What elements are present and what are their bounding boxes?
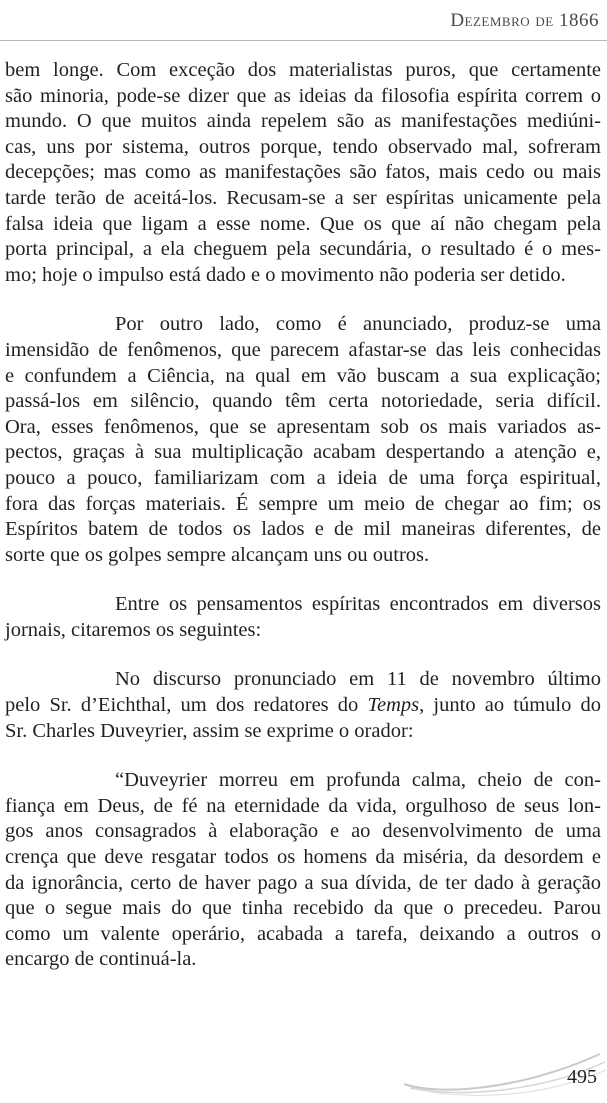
- text-line: “Duveyrier morreu em profunda calma, cheio de con-: [115, 769, 601, 792]
- text-line: pectos, graças à sua multiplicação acabam despertando a atenção e,: [5, 441, 601, 464]
- body-text: [5, 58, 601, 973]
- text-line: [5, 667, 601, 693]
- text-line: como um valente operário, acabada a tarefa, deixando a outros o: [5, 922, 601, 945]
- text-line: são minoria, pode-se dizer que as ideias da filosofia espírita correm o: [5, 84, 601, 107]
- text-line: Por outro lado, como é anunciado, produz-se uma: [115, 313, 601, 336]
- running-head-title: [450, 10, 599, 32]
- newspaper-title: Temps: [367, 694, 420, 717]
- text-line: Espíritos batem de todos os lados e de mil maneiras diferentes, de: [5, 518, 601, 541]
- text-line: falsa ideia que ligam a esse nome. Que os que aí não chegam pela: [5, 212, 601, 235]
- text-line: gos anos consagrados à elaboração e ao desenvolvimento de uma: [5, 820, 601, 843]
- text-line: cas, uns por sistema, outros porque, tendo observado mal, sofreram: [5, 135, 601, 158]
- text-line: mundo. O que muitos ainda repelem são as manifestações mediúni-: [5, 110, 601, 133]
- text-line: imensidão de fenômenos, que parecem afastar-se das leis conhecidas: [5, 338, 601, 361]
- text-line: Entre os pensamentos espíritas encontrados em diversos: [115, 593, 601, 616]
- text-line: passá-los em silêncio, quando têm certa notoriedade, seria difícil.: [5, 390, 601, 413]
- text-line: fiança em Deus, de fé na eternidade da vida, orgulhoso de seus lon-: [5, 794, 601, 817]
- text-line: tarde terão de aceitá-los. Recusam-se a ser espíritas unicamente pela: [5, 186, 601, 209]
- text-line: porta principal, a ela cheguem pela secundária, o resultado é o mes-: [5, 238, 601, 261]
- text-line: da ignorância, certo de haver pago a sua dívida, de ter dado à geração: [5, 871, 601, 894]
- text-line: jornais, citaremos os seguintes:: [5, 618, 262, 641]
- text-line: fora das forças materiais. É sempre um meio de chegar ao fim; os: [5, 492, 601, 515]
- text-run: Sr. Charles Duveyrier, assim se exprime o orador:: [5, 719, 414, 742]
- text-line: sorte que os golpes sempre alcançam uns ou outros.: [5, 543, 430, 566]
- paragraph-2: [5, 312, 601, 568]
- text-run: No discurso pronunciado em 11 de novembro último: [115, 668, 601, 691]
- paragraph-1: [5, 58, 601, 288]
- text-line: mo; hoje o impulso está dado e o movimento não poderia ser detido.: [5, 263, 566, 286]
- text-line: decepções; mas como as manifestações são fatos, mais cedo ou mais: [5, 161, 601, 184]
- text-line: e confundem a Ciência, na qual em vão buscam a sua explicação;: [5, 364, 601, 387]
- text-line: Ora, esses fenômenos, que se apresentam sob os mais variados as-: [5, 415, 601, 438]
- paragraph-gap: [5, 744, 601, 768]
- paragraph-gap: [5, 568, 601, 592]
- text-line: [5, 719, 601, 745]
- text-line: que o segue mais do que tinha recebido da que o precedeu. Parou: [5, 897, 601, 920]
- text-line: bem longe. Com exceção dos materialistas puros, que certamente: [5, 59, 601, 81]
- header-rule: [0, 40, 607, 41]
- text-line: encargo de continuá-la.: [5, 948, 197, 971]
- paragraph-5: [5, 768, 601, 973]
- text-run: pelo Sr. d’Eichthal, um dos redatores do: [5, 694, 368, 717]
- paragraph-gap: [5, 288, 601, 312]
- text-line: [5, 693, 601, 719]
- text-line: pouco a pouco, familiarizam com a ideia de uma força espiritual,: [5, 466, 601, 489]
- paragraph-4: [5, 667, 601, 744]
- running-head-text: Dezembro de 1866: [450, 10, 599, 31]
- paragraph-gap: [5, 643, 601, 667]
- text-run: , junto ao túmulo do: [419, 694, 602, 717]
- paragraph-3: [5, 592, 601, 643]
- page-number: 495: [567, 1066, 597, 1088]
- text-line: crença que deve resgatar todos os homens da miséria, da desordem e: [5, 846, 601, 869]
